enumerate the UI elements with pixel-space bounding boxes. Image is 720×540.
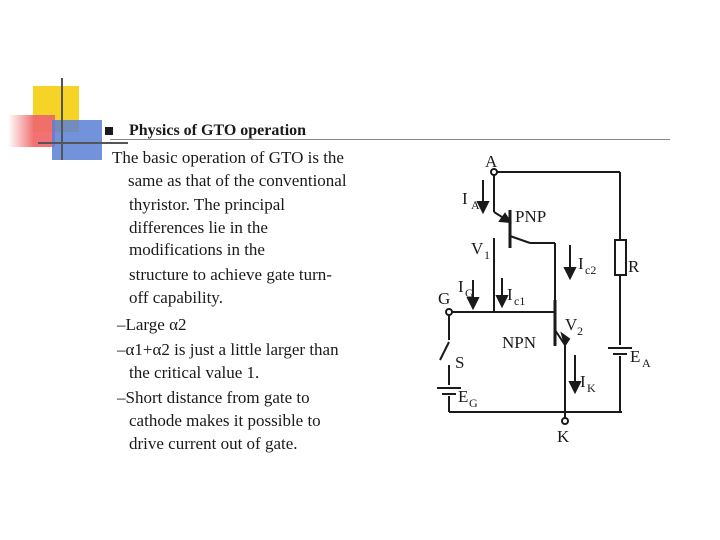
body-line: The basic operation of GTO is the [112,148,344,167]
slide-title: Physics of GTO operation [129,122,307,139]
body-line: thyristor. The principal [129,195,285,214]
label-r: R [628,257,640,276]
body-line: differences lie in the [129,218,268,237]
body-line: modifications in the [129,240,265,259]
label-pnp: PNP [515,207,547,226]
label-v2-sub: 2 [577,324,583,338]
label-ic1: I [507,285,513,304]
label-ea-sub: A [642,356,651,370]
body-line: cathode makes it possible to [129,411,321,430]
label-gate: G [438,289,451,308]
ik-arrow-head [570,382,580,392]
label-cathode: K [557,427,570,446]
label-ic1-sub: c1 [514,294,526,308]
body-line: –α1+α2 is just a little larger than [117,340,339,359]
body-line: drive current out of gate. [129,434,298,453]
label-ik-sub: K [587,381,596,395]
label-anode: A [485,152,498,171]
body-line: structure to achieve gate turn- [129,265,332,284]
label-v2: V [565,315,578,334]
label-ig-sub: G [465,286,474,300]
label-npn: NPN [502,333,537,352]
body-line: –Short distance from gate to [117,388,310,407]
label-ig: I [458,277,464,296]
body-line: same as that of the conventional [128,171,347,190]
label-ic2: I [578,254,584,273]
label-ik: I [580,372,586,391]
pnp-collector [510,236,530,243]
label-ic2-sub: c2 [585,263,597,277]
label-v1-sub: 1 [484,248,490,262]
cathode-terminal [562,418,568,424]
body-line: –Large α2 [117,315,187,334]
label-ea: E [630,347,641,366]
label-ia: I [462,189,468,208]
resistor-r [615,240,626,275]
gate-terminal [446,309,452,315]
label-eg-sub: G [469,396,478,410]
switch-s [440,342,449,360]
label-v1: V [471,239,484,258]
label-eg: E [458,387,469,406]
ic1-arrow-head [497,296,507,306]
label-ia-sub: A [471,198,480,212]
ic2-arrow-head [565,268,575,278]
body-line: the critical value 1. [129,363,260,382]
label-switch: S [455,353,465,372]
body-line: off capability. [129,288,223,307]
